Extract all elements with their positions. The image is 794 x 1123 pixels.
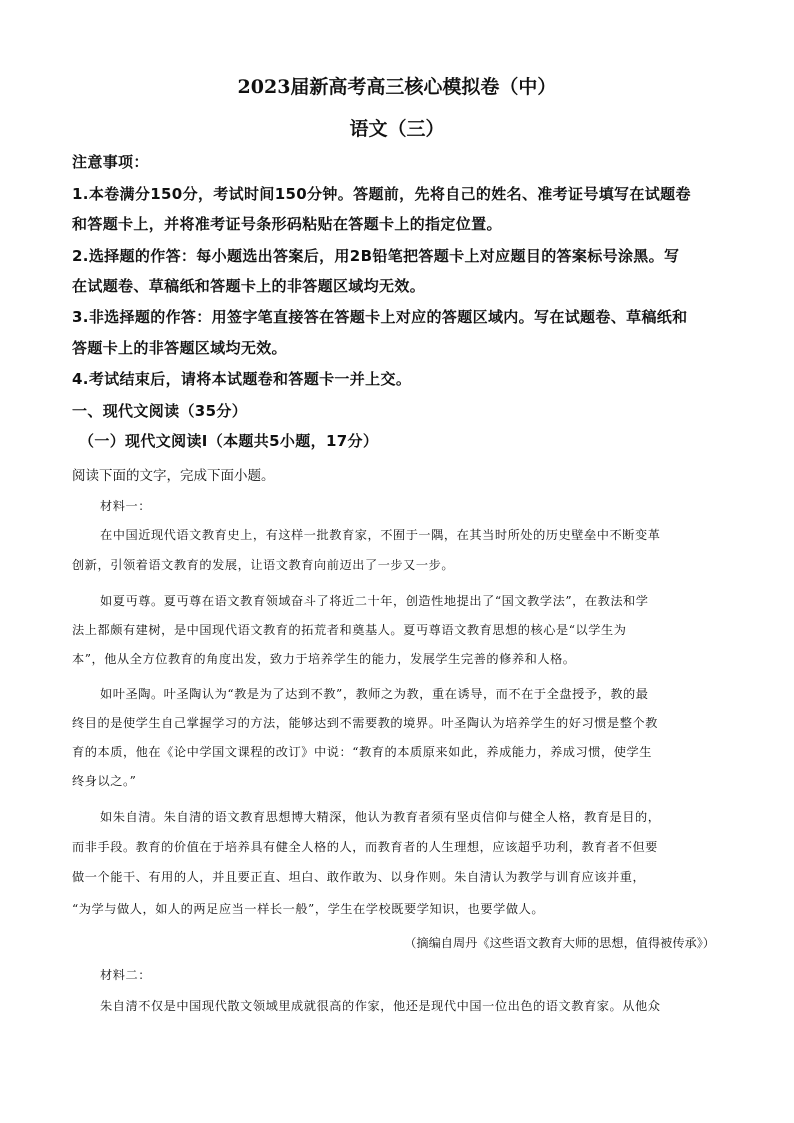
exam-title: 2023届新高考高三核心模拟卷（中） <box>237 76 557 98</box>
material-one-paragraph-line: 终目的是使学生自己掌握学习的方法，能够达到不需要教的境界。叶圣陶认为培养学生的好习惯是整个教 <box>72 716 658 730</box>
section-title: 一、现代文阅读（35分） <box>72 402 248 420</box>
material-one-label: 材料一： <box>100 499 151 513</box>
material-one-source: （摘编自周丹《这些语文教育大师的思想，值得被传承》） <box>404 936 715 950</box>
instruction-line: 3.非选择题的作答：用签字笔直接答在答题卡上对应的答题区域内。写在试题卷、草稿纸和 <box>72 308 688 326</box>
instruction-line: 答题卡上的非答题区域均无效。 <box>72 339 287 357</box>
section-subtitle: （一）现代文阅读Ⅰ（本题共5小题，17分） <box>79 432 379 450</box>
material-one-paragraph-line: 法上都颇有建树，是中国现代语文教育的拓荒者和奠基人。夏丏尊语文教育思想的核心是“以学生为 <box>72 623 627 637</box>
material-one-paragraph-line: 在中国近现代语文教育史上，有这样一批教育家，不囿于一隅，在其当时所处的历史壁垒中不断变革 <box>100 528 661 542</box>
instruction-line: 1.本卷满分150分，考试时间150分钟。答题前，先将自己的姓名、准考证号填写在试题卷 <box>72 185 691 203</box>
material-one-paragraph-line: “为学与做人，如人的两足应当一样长一般”，学生在学校既要学知识，也要学做人。 <box>72 902 545 916</box>
material-one-paragraph-line: 终身以之。” <box>72 774 137 788</box>
material-two-paragraph-line: 朱自清不仅是中国现代散文领域里成就很高的作家，他还是现代中国一位出色的语文教育家。从他众 <box>100 999 661 1013</box>
material-one-paragraph-line: 创新，引领着语文教育的发展，让语文教育向前迈出了一步又一步。 <box>72 558 455 572</box>
instruction-line: 和答题卡上，并将准考证号条形码粘贴在答题卡上的指定位置。 <box>72 215 502 233</box>
instructions-heading: 注意事项： <box>72 153 149 171</box>
material-one-paragraph-line: 如朱自清。朱自清的语文教育思想博大精深，他认为教育者须有坚贞信仰与健全人格，教育是目的， <box>100 810 661 824</box>
instruction-line: 2.选择题的作答：每小题选出答案后，用2B铅笔把答题卡上对应题目的答案标号涂黑。写 <box>72 247 680 265</box>
material-one-paragraph-line: 如叶圣陶。叶圣陶认为“教是为了达到不教”，教师之为教，重在诱导，而不在于全盘授予，教的最 <box>100 687 649 701</box>
material-one-paragraph-line: 如夏丏尊。夏丏尊在语文教育领域奋斗了将近二十年，创造性地提出了“国文教学法”，在教法和学 <box>100 594 649 608</box>
material-one-paragraph-line: 本”，他从全方位教育的角度出发，致力于培养学生的能力，发展学生完善的修养和人格。 <box>72 652 576 666</box>
material-two-label: 材料二： <box>100 968 151 982</box>
material-one-paragraph-line: 育的本质，他在《论中学国文课程的改订》中说：“教育的本质原来如此，养成能力，养成习惯，使学生 <box>72 745 652 759</box>
instruction-line: 4.考试结束后，请将本试题卷和答题卡一并上交。 <box>72 370 412 388</box>
instruction-line: 在试题卷、草稿纸和答题卡上的非答题区域均无效。 <box>72 277 426 295</box>
subject-title: 语文（三） <box>349 118 445 140</box>
material-one-paragraph-line: 做一个能干、有用的人，并且要正直、坦白、敢作敢为、以身作则。朱自清认为教学与训育应该并重， <box>72 870 646 884</box>
reading-direction: 阅读下面的文字，完成下面小题。 <box>72 468 275 484</box>
material-one-paragraph-line: 而非手段。教育的价值在于培养具有健全人格的人，而教育者的人生理想，应该超乎功利，教育者不但要 <box>72 840 658 854</box>
